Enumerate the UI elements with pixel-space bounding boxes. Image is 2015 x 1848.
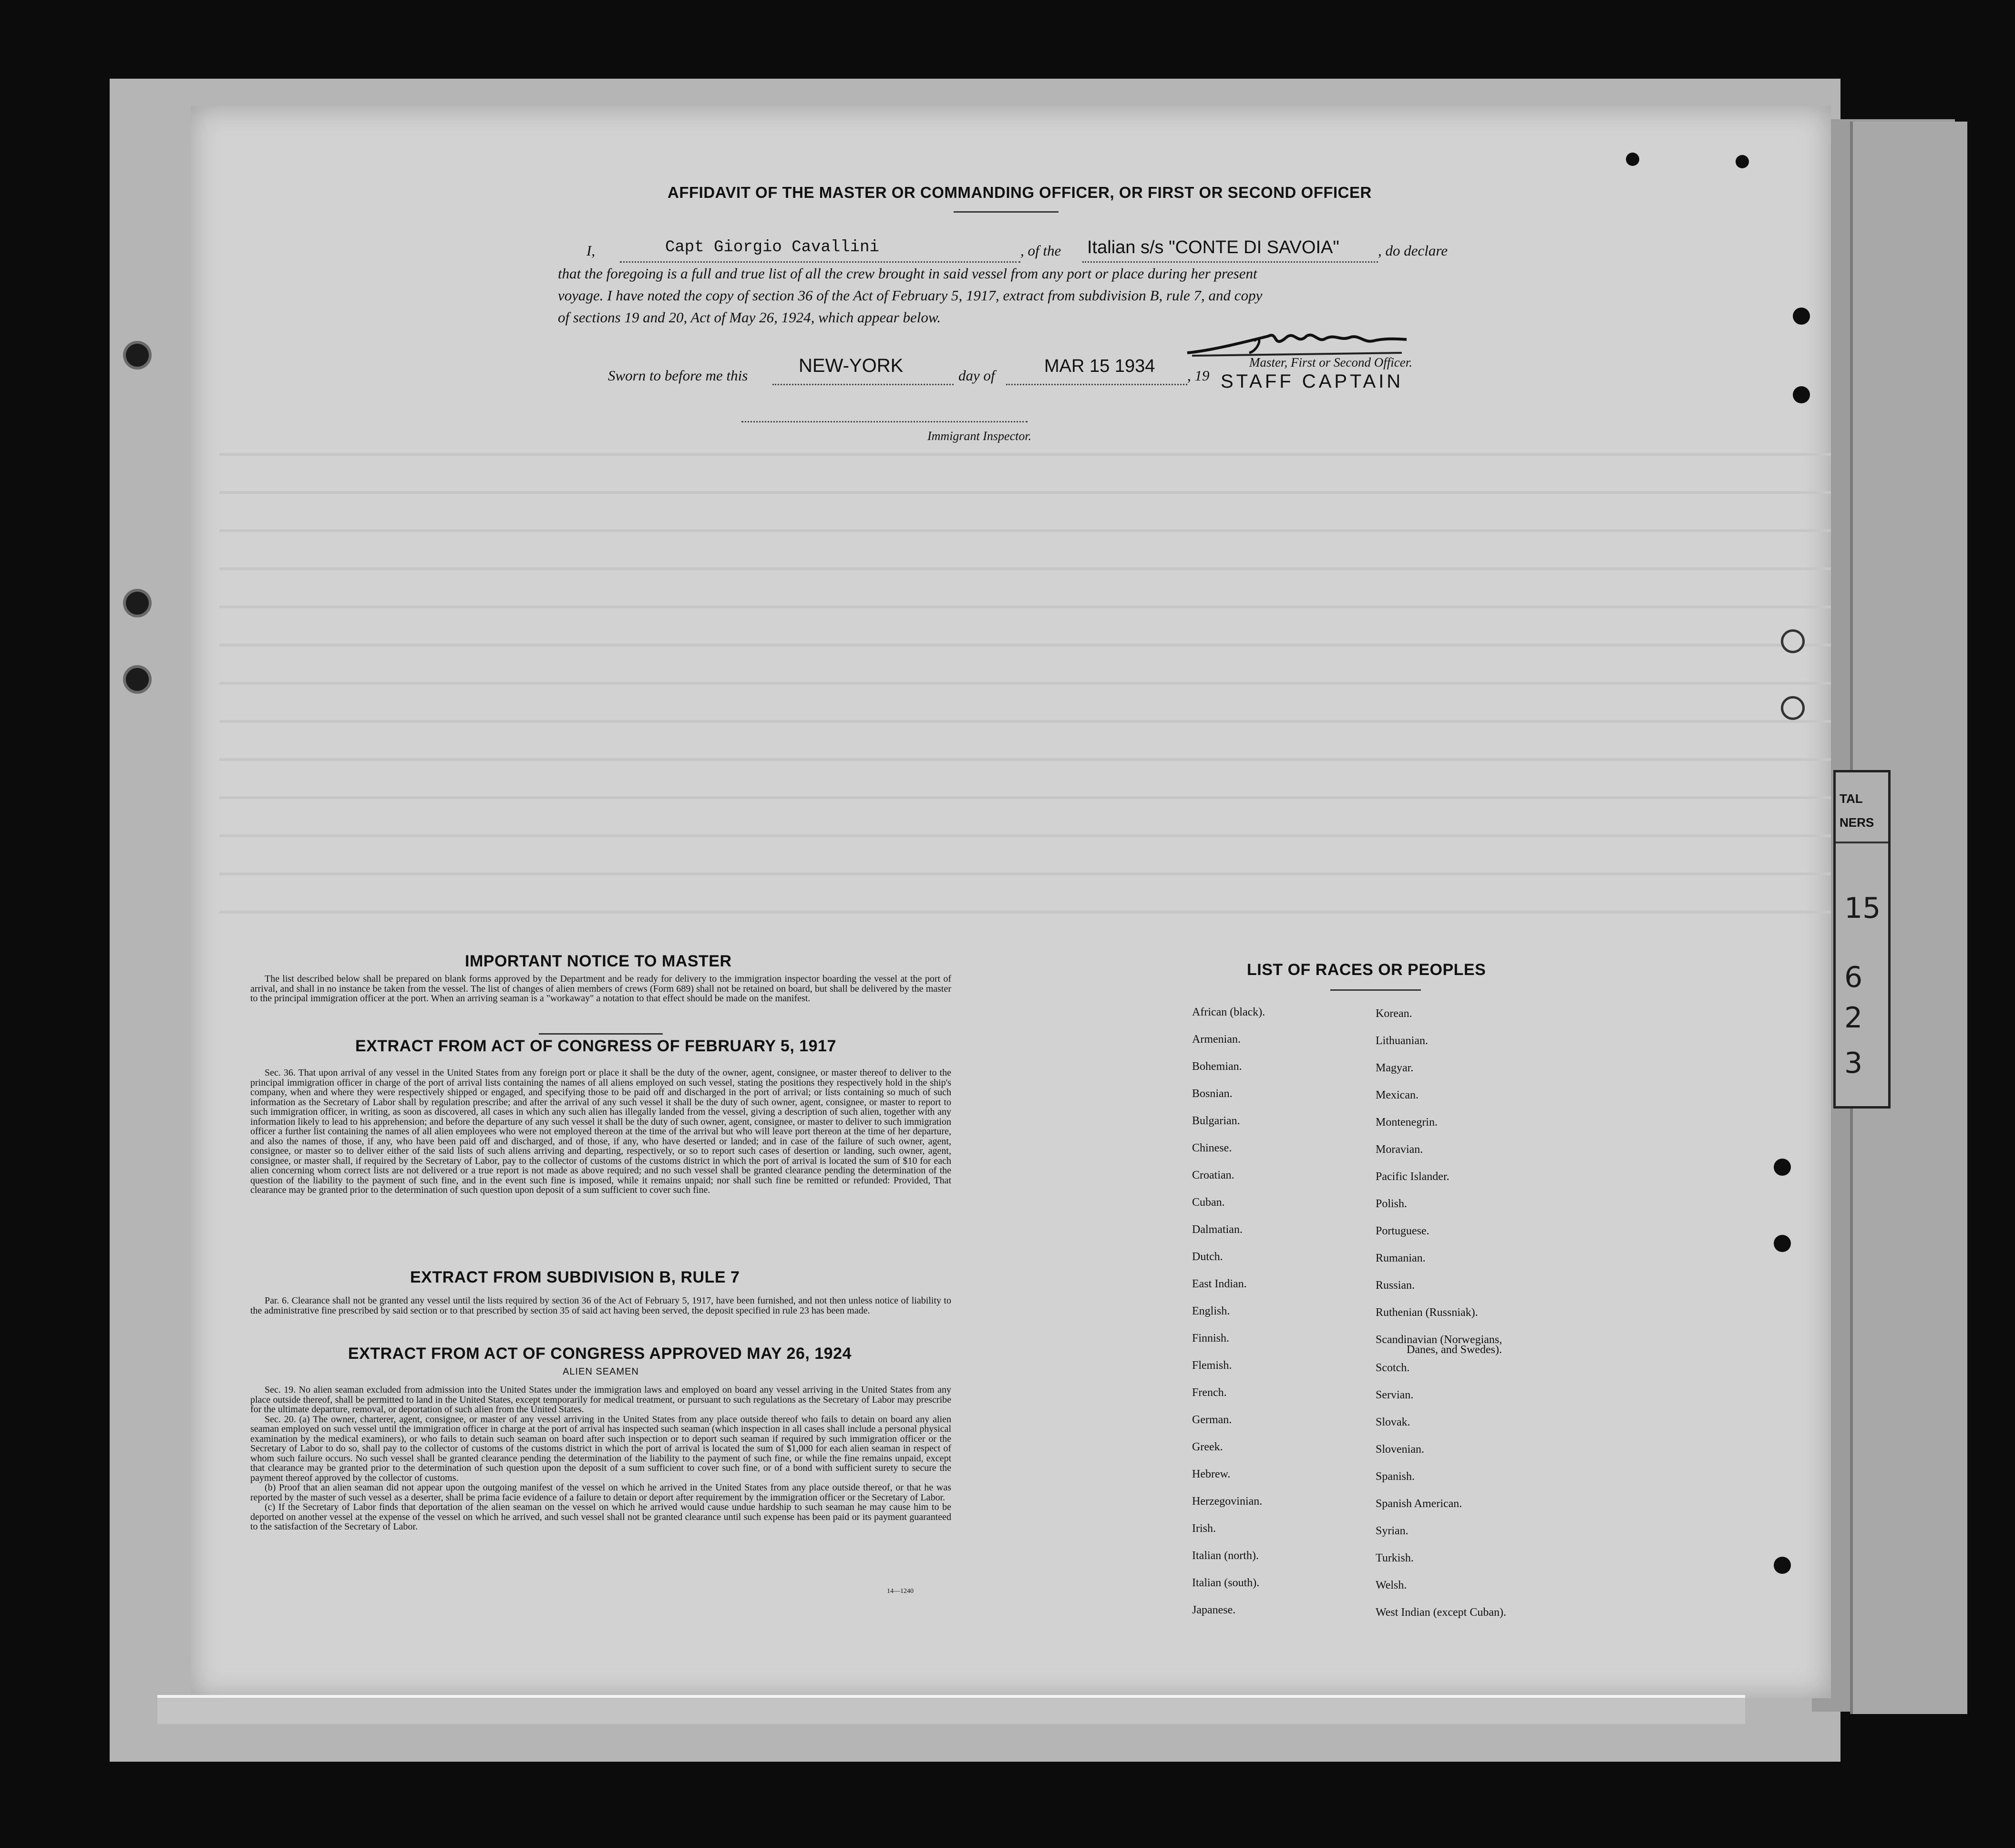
affidavit-do-declare: , do declare bbox=[1378, 242, 1448, 259]
race-item: English. bbox=[1192, 1305, 1230, 1317]
races-title: LIST OF RACES OR PEOPLES bbox=[1247, 961, 1486, 979]
race-item: Chinese. bbox=[1192, 1142, 1232, 1154]
extract-1924-title: EXTRACT FROM ACT OF CONGRESS APPROVED MAY 26, 1924 bbox=[348, 1345, 852, 1363]
race-item: Slovak. bbox=[1376, 1416, 1410, 1428]
race-item: Bosnian. bbox=[1192, 1088, 1233, 1100]
race-item: Bohemian. bbox=[1192, 1060, 1242, 1073]
race-item: Irish. bbox=[1192, 1522, 1216, 1535]
tally-number: 6 bbox=[1844, 961, 1863, 994]
race-item: African (black). bbox=[1192, 1006, 1265, 1018]
race-item: Slovenian. bbox=[1376, 1443, 1424, 1456]
signature-caption: Master, First or Second Officer. bbox=[1249, 355, 1412, 370]
race-item: Polish. bbox=[1376, 1198, 1408, 1210]
race-item: Herzegovinian. bbox=[1192, 1495, 1263, 1508]
race-item: Magyar. bbox=[1376, 1062, 1414, 1074]
race-item: German. bbox=[1192, 1414, 1232, 1426]
sworn-place: NEW-YORK bbox=[799, 355, 904, 376]
extract-1917-title: EXTRACT FROM ACT OF CONGRESS OF FEBRUARY 5, 1917 bbox=[355, 1037, 836, 1055]
race-item: Bulgarian. bbox=[1192, 1115, 1240, 1127]
race-item: Mexican. bbox=[1376, 1089, 1419, 1101]
sworn-label: Sworn to before me this bbox=[608, 367, 748, 384]
race-item: Lithuanian. bbox=[1376, 1035, 1428, 1047]
race-item: Servian. bbox=[1376, 1389, 1414, 1401]
race-item: Welsh. bbox=[1376, 1579, 1407, 1591]
extract-1924-text: Sec. 19. No alien seaman excluded from admission into the United States under the immigration laws and employed on board any vessel arriving in the United States from any place outside thereof, shall be permitted to land in the United States, except temporarily for medical treatment, or pursuant to such regulations as the Secretary of Labor may prescribe for the ultimate departure, removal, or deportation of such alien from the United States. Sec. 20. (a) The owner, charterer, agent, consignee, or master of any vessel arriving in the United States from any place outside thereof who fails to detain on board any alien seaman employed on such vessel until the immigration officer in charge at the port of arrival has inspected such seaman (which inspection in all cases shall include a personal physical examination by the medical examiners), or who fails to detain such seaman on board after such inspection or to deport such seaman if required by such immigration officer or the Secretary of Labor to do so, shall pay to the collector of customs of the customs district in which the port of arrival is located the sum of $1,000 for each alien seaman in respect of whom such failure occurs. No such vessel shall be granted clearance pending the determination of the liability to the payment of such fine, or while the fine remains unpaid, except that clearance may be granted prior to the determination of such question upon the deposit of a sum sufficient to cover such fine, or of a bond with sufficient surety to secure the payment thereof approved by the collector of customs. (b) Proof that an alien seaman did not appear upon the outgoing manifest of the vessel on which he arrived in the United States from any place outside thereof, or that he was reported by the master of such vessel as a deserter, shall be prima facie evidence of a failure to detain or deport after requirement by the immigration officer or the Secretary of Labor. (c) If the Secretary of Labor finds that deportation of the alien seaman on the vessel on which he arrived would cause undue hardship to such seaman he may cause him to be deported on another vessel at the expense of the vessel on which he arrived, and such vessel shall not be granted clearance until such expense has been paid or its payment guaranteed to the satisfaction of the Secretary of Labor. bbox=[250, 1385, 951, 1532]
extract-1924-subtitle: ALIEN SEAMEN bbox=[563, 1366, 639, 1377]
race-item: Hebrew. bbox=[1192, 1468, 1231, 1480]
race-item: Russian. bbox=[1376, 1279, 1415, 1292]
margin-tally-box bbox=[1833, 770, 1891, 1109]
signer-title: STAFF CAPTAIN bbox=[1221, 371, 1404, 392]
inspector-caption: Immigrant Inspector. bbox=[927, 429, 1032, 443]
race-item: Danes, and Swedes). bbox=[1407, 1344, 1502, 1356]
race-item: Portuguese. bbox=[1376, 1225, 1429, 1237]
race-item: Spanish. bbox=[1376, 1470, 1415, 1483]
affidavit-line: of sections 19 and 20, Act of May 26, 1924, which appear below. bbox=[558, 309, 941, 326]
affidavit-i-label: I, bbox=[586, 242, 596, 259]
race-item: West Indian (except Cuban). bbox=[1376, 1606, 1506, 1619]
extract-rule7-title: EXTRACT FROM SUBDIVISION B, RULE 7 bbox=[410, 1268, 740, 1286]
race-item: Moravian. bbox=[1376, 1143, 1423, 1156]
year-prefix: , 19 bbox=[1187, 367, 1210, 384]
race-item: Italian (north). bbox=[1192, 1550, 1259, 1562]
race-item: Cuban. bbox=[1192, 1196, 1225, 1209]
extract-1917-text: Sec. 36. That upon arrival of any vessel in the United States from any foreign port or place it shall be the duty of the owner, agent, consignee, or master thereof to deliver to the principal immigration officer in charge of the port of arrival lists containing the names of all aliens employed on such vessel, stating the positions they respectively hold in the ship's company, when and where they were respectively shipped or engaged, and specifying those to be paid off and discharged in the port of arrival; or lists containing so much of such information as the Secretary of Labor shall by regulation prescribe; and after the arrival of any such vessel it shall be the duty of such owner, agent, consignee, or master to report to such immigration officer, in writing, as soon as discovered, all cases in which any such alien has illegally landed from the vessel, giving a description of such alien, together with any information likely to lead to his apprehension; and before the departure of any such vessel it shall be the duty of such owner, agent, consignee, or master to deliver to such immigration officer a further list containing the names of all alien employees who were not employed thereon at the time of the arrival but who will leave port thereon at the time of her departure, and also the names of those, if any, who have been paid off and discharged, and of those, if any, who have deserted or landed; and in case of the failure of such owner, agent, consignee, or master so to deliver either of the said lists of such aliens arriving and departing, respectively, or so to report such cases of desertion or landing, such owner, agent, consignee, or master shall, if required by the Secretary of Labor, pay to the collector of customs of the customs district in which the port of arrival is located the sum of $10 for each alien concerning whom correct lists are not delivered or a true report is not made as above required; and no such vessel shall be granted clearance pending the determination of the question of the liability to the payment of such fine, and in the event such fine is imposed, while it remains unpaid; nor shall such fine be remitted or refunded: Provided, That clearance may be granted prior to the determination of such question upon deposit of a sum sufficient to cover such fine. bbox=[250, 1068, 951, 1195]
race-item: Japanese. bbox=[1192, 1604, 1236, 1616]
race-item: Armenian. bbox=[1192, 1033, 1241, 1046]
race-item: Scotch. bbox=[1376, 1362, 1410, 1374]
race-item: Croatian. bbox=[1192, 1169, 1234, 1181]
vessel-name: Italian s/s "CONTE DI SAVOIA" bbox=[1087, 237, 1339, 257]
bottom-sheet-edge bbox=[157, 1695, 1745, 1724]
tally-number: 3 bbox=[1844, 1047, 1863, 1080]
race-item: Flemish. bbox=[1192, 1359, 1232, 1372]
affidavit-line: voyage. I have noted the copy of section 36 of the Act of February 5, 1917, extract from subdivision B, rule 7, and copy bbox=[558, 287, 1263, 304]
race-item: Ruthenian (Russniak). bbox=[1376, 1306, 1478, 1319]
tally-header: TAL bbox=[1840, 791, 1863, 806]
race-item: Rumanian. bbox=[1376, 1252, 1426, 1264]
extract-rule7-text: Par. 6. Clearance shall not be granted any vessel until the lists required by section 36 of the Act of February 5, 1917, have been furnished, and not then unless notice of liability to the administrative fine prescribed by said section or to that prescribed by section 35 of said act having been served, the deposit specified in rule 23 has been made. bbox=[250, 1295, 951, 1316]
race-item: Turkish. bbox=[1376, 1552, 1414, 1564]
race-item: Scandinavian (Norwegians, bbox=[1376, 1334, 1502, 1346]
race-item: Korean. bbox=[1376, 1007, 1412, 1020]
race-item: Syrian. bbox=[1376, 1525, 1408, 1537]
sworn-date: MAR 15 1934 bbox=[1044, 356, 1155, 376]
race-item: Pacific Islander. bbox=[1376, 1170, 1450, 1183]
tally-header: NERS bbox=[1840, 815, 1874, 830]
race-item: Finnish. bbox=[1192, 1332, 1230, 1345]
affidavit-line: that the foregoing is a full and true list of all the crew brought in said vessel from any port or place during her present bbox=[558, 265, 1257, 282]
tally-number: 2 bbox=[1844, 1001, 1863, 1035]
race-item: Dalmatian. bbox=[1192, 1223, 1243, 1236]
race-item: Spanish American. bbox=[1376, 1498, 1462, 1510]
day-of-label: day of bbox=[958, 367, 995, 384]
notice-title: IMPORTANT NOTICE TO MASTER bbox=[465, 952, 732, 970]
notice-text: The list described below shall be prepared on blank forms approved by the Department and be ready for delivery to the immigration inspector boarding the vessel at the port of arrival, and shall in no instance be taken from the vessel. The list of changes of alien members of crews (Form 689) shall not be retained on board, but shall be delivered by the master to the principal immigration officer at the port. When an arriving seaman is a "workaway" a notation to that effect should be made on the manifest. bbox=[250, 974, 951, 1004]
tally-number: 15 bbox=[1844, 892, 1881, 925]
form-number: 14—1240 bbox=[887, 1588, 914, 1595]
master-name: Capt Giorgio Cavallini bbox=[665, 238, 879, 257]
affidavit-title: AFFIDAVIT OF THE MASTER OR COMMANDING OFFICER, OR FIRST OR SECOND OFFICER bbox=[668, 184, 1372, 201]
race-item: Italian (south). bbox=[1192, 1577, 1260, 1589]
race-item: Greek. bbox=[1192, 1441, 1223, 1453]
race-item: Montenegrin. bbox=[1376, 1116, 1438, 1129]
race-item: French. bbox=[1192, 1386, 1227, 1399]
affidavit-of-the: , of the bbox=[1020, 242, 1061, 259]
race-item: Dutch. bbox=[1192, 1251, 1223, 1263]
race-item: East Indian. bbox=[1192, 1278, 1247, 1290]
